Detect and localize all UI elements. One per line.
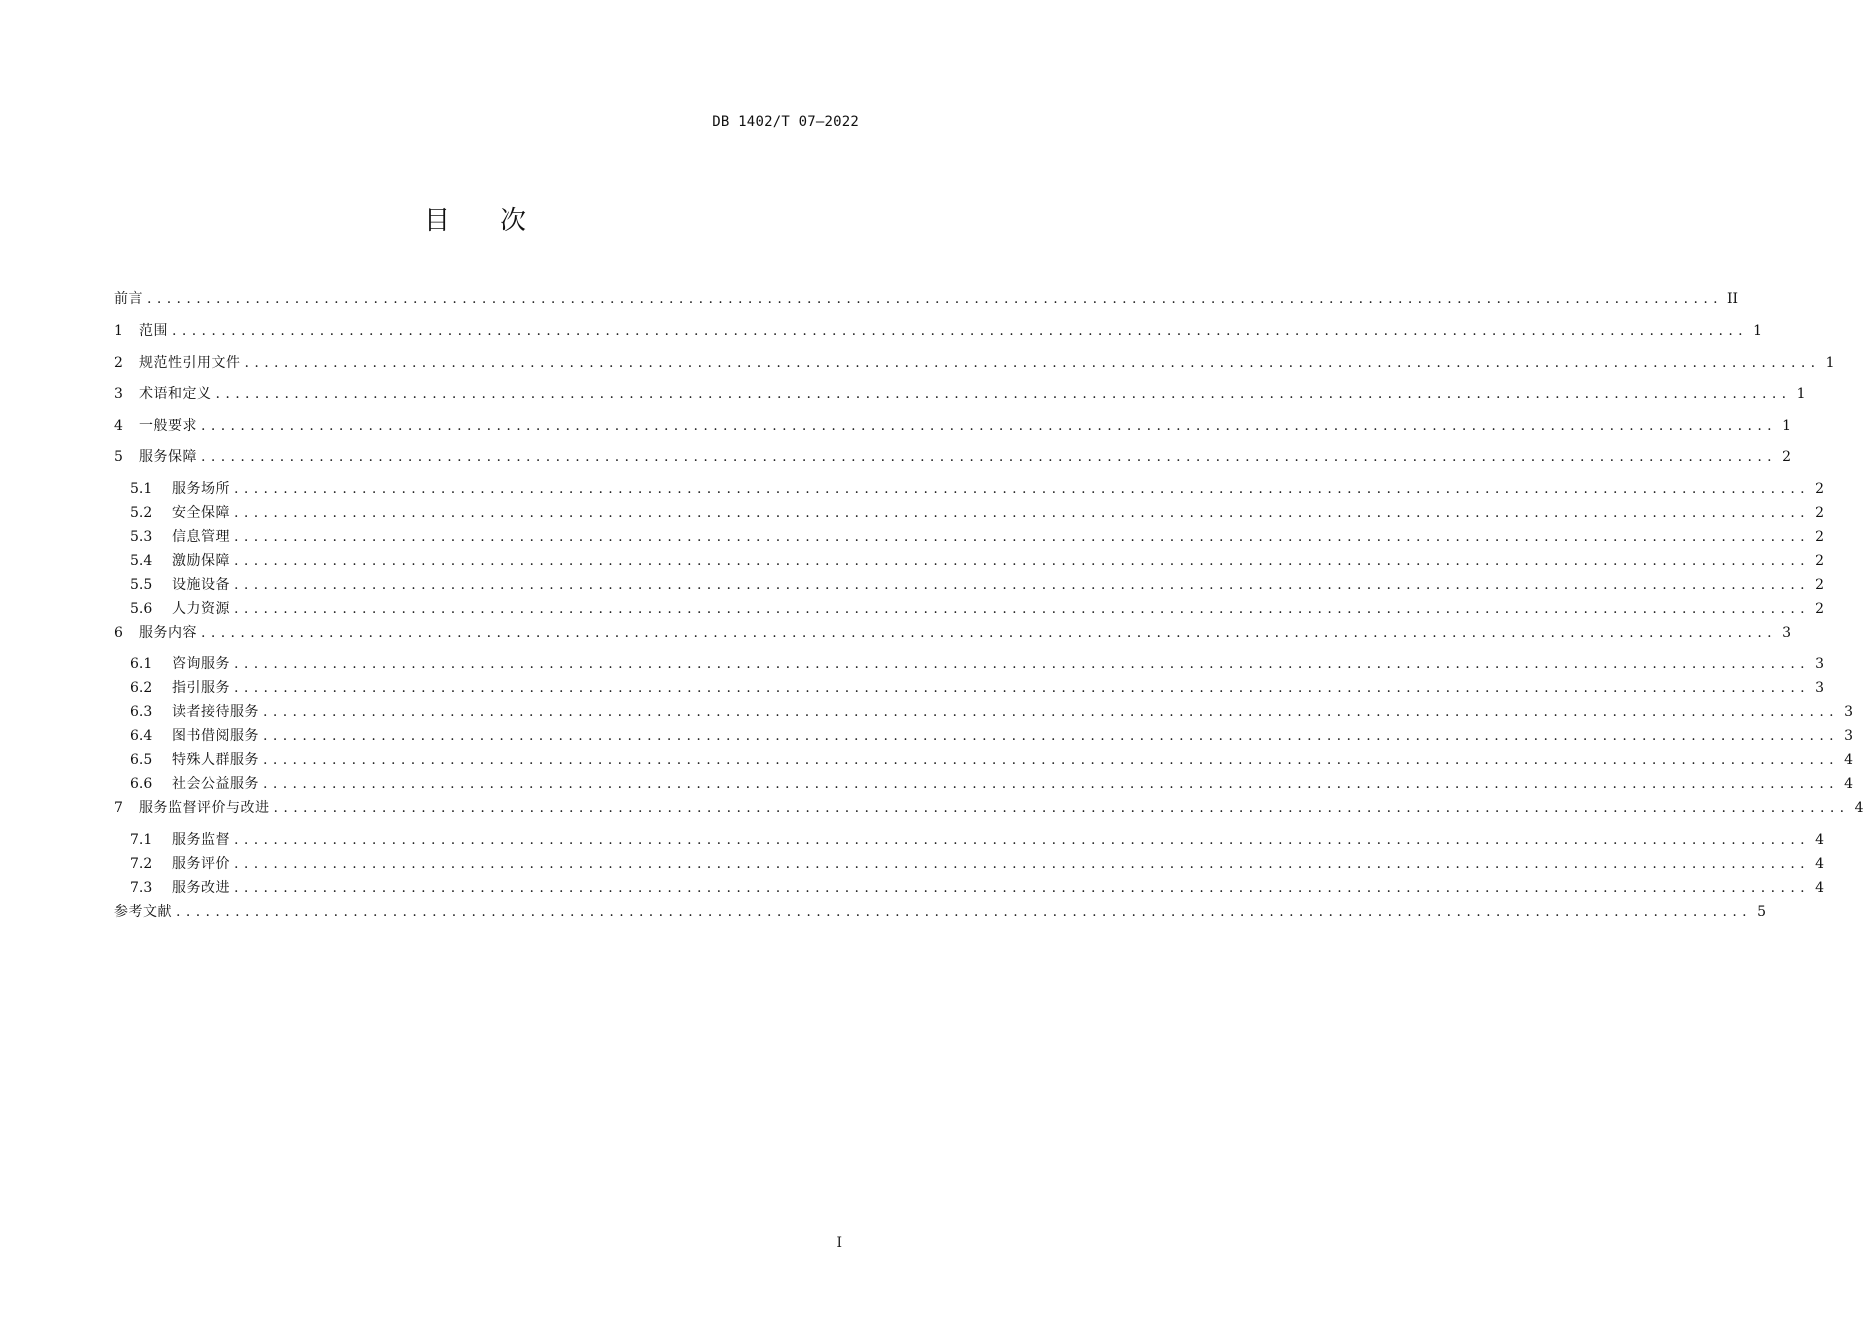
toc-entry[interactable] (114, 828, 1825, 852)
toc-entry[interactable] (114, 748, 1854, 772)
toc-entry-page: 3 (1782, 624, 1792, 641)
toc-entry-page: 4 (1815, 879, 1825, 896)
toc-dot-leader: ................................................................................................................................................................ (263, 704, 1840, 720)
toc-dot-leader: ................................................................................................................................................................ (234, 831, 1811, 848)
toc-entry[interactable] (114, 621, 1792, 653)
toc-entry-label: 指引服务 (172, 680, 230, 696)
toc-entry-page: 2 (1815, 528, 1825, 545)
toc-entry-number: 6 (114, 624, 123, 641)
toc-entry-number: 3 (114, 386, 123, 402)
toc-entry-page: 4 (1815, 855, 1825, 872)
toc-entry-number: 6.4 (130, 728, 153, 744)
toc-entry-label: 读者接待服务 (172, 704, 259, 720)
toc-entry-number: 5.2 (130, 504, 153, 521)
toc-entry-label: 服务评价 (172, 855, 230, 872)
toc-entry-label: 图书借阅服务 (172, 728, 259, 744)
toc-entry[interactable] (114, 676, 1825, 700)
toc-entry-label: 特殊人群服务 (172, 752, 259, 768)
toc-dot-leader: ................................................................................................................................................................ (263, 776, 1840, 792)
toc-entry-number: 7.2 (130, 855, 153, 872)
toc-entry[interactable] (114, 796, 1864, 828)
toc-entry-label: 激励保障 (172, 552, 230, 569)
toc-entry-page: 1 (1782, 417, 1792, 434)
toc-entry-number: 7.3 (130, 879, 153, 896)
toc-entry-number: 5.3 (130, 528, 153, 545)
toc-entry-page: 3 (1844, 704, 1854, 720)
toc-entry-page: 4 (1854, 800, 1864, 816)
toc-dot-leader: ................................................................................................................................................................ (172, 323, 1749, 339)
toc-entry[interactable] (114, 852, 1825, 876)
toc-dot-leader: ................................................................................................................................................................ (234, 879, 1811, 896)
toc-entry-label: 术语和定义 (139, 386, 212, 402)
table-of-contents (114, 287, 1864, 931)
toc-dot-leader: ................................................................................................................................................................ (234, 528, 1811, 545)
toc-entry-page: 4 (1815, 831, 1825, 848)
toc-dot-leader: ................................................................................................................................................................ (201, 417, 1778, 434)
toc-entry[interactable] (114, 445, 1792, 477)
toc-entry-label: 安全保障 (172, 504, 230, 521)
page-title (0, 200, 950, 237)
toc-entry-number: 5.5 (130, 576, 153, 593)
toc-entry[interactable] (114, 477, 1825, 501)
toc-entry-label: 范围 (139, 323, 168, 339)
toc-entry-label: 人力资源 (172, 600, 230, 617)
toc-dot-leader: ................................................................................................................................................................ (263, 728, 1840, 744)
toc-entry[interactable] (114, 573, 1825, 597)
toc-entry-label: 服务场所 (172, 480, 230, 497)
toc-entry-number: 5.4 (130, 552, 153, 569)
toc-entry-page: 1 (1753, 323, 1763, 339)
toc-dot-leader: ................................................................................................................................................................ (234, 552, 1811, 569)
toc-entry-page: 1 (1796, 386, 1806, 402)
toc-entry[interactable] (114, 724, 1854, 748)
toc-entry-label: 规范性引用文件 (139, 354, 241, 371)
toc-dot-leader: ................................................................................................................................................................ (234, 855, 1811, 872)
toc-dot-leader: ................................................................................................................................................................ (244, 354, 1821, 371)
toc-entry-label: 前言 (114, 291, 143, 307)
toc-entry-number: 5 (114, 449, 123, 465)
toc-entry-label: 服务保障 (139, 449, 197, 465)
toc-dot-leader: ................................................................................................................................................................ (234, 576, 1811, 593)
toc-entry-page: 5 (1757, 903, 1767, 920)
toc-dot-leader: ................................................................................................................................................................ (234, 656, 1811, 672)
toc-entry[interactable] (114, 549, 1825, 573)
toc-entry[interactable] (114, 652, 1825, 676)
toc-entry-number: 6.6 (130, 776, 153, 792)
toc-entry[interactable] (114, 351, 1835, 383)
toc-entry-number: 5.6 (130, 600, 153, 617)
title-part-1: 目 (423, 206, 450, 236)
toc-entry[interactable] (114, 876, 1825, 900)
toc-entry-page: 4 (1844, 776, 1854, 792)
toc-entry-page: II (1727, 291, 1739, 307)
toc-entry-label: 服务内容 (139, 624, 197, 641)
toc-dot-leader: ................................................................................................................................................................ (176, 903, 1753, 920)
toc-entry-label: 服务监督 (172, 831, 230, 848)
toc-entry-label: 服务监督评价与改进 (139, 800, 270, 816)
toc-dot-leader: ................................................................................................................................................................ (234, 504, 1811, 521)
toc-entry-number: 5.1 (130, 480, 153, 497)
toc-entry-page: 2 (1815, 480, 1825, 497)
toc-entry-number: 4 (114, 417, 123, 434)
toc-entry-label: 设施设备 (172, 576, 230, 593)
toc-entry-label: 参考文献 (114, 903, 172, 920)
toc-entry-number: 1 (114, 323, 123, 339)
toc-entry-number: 6.3 (130, 704, 153, 720)
toc-entry-page: 1 (1825, 354, 1835, 371)
toc-entry-number: 6.5 (130, 752, 153, 768)
toc-entry-label: 咨询服务 (172, 656, 230, 672)
title-part-2: 次 (500, 206, 527, 236)
toc-entry-number: 7 (114, 800, 123, 816)
toc-entry-number: 2 (114, 354, 123, 371)
toc-entry-label: 社会公益服务 (172, 776, 259, 792)
toc-dot-leader: ................................................................................................................................................................ (201, 449, 1778, 465)
toc-entry-page: 2 (1815, 576, 1825, 593)
toc-dot-leader: ................................................................................................................................................................ (234, 680, 1811, 696)
toc-entry-label: 一般要求 (139, 417, 197, 434)
document-code: DB 1402/T 07—2022 (712, 114, 859, 130)
toc-entry-page: 3 (1844, 728, 1854, 744)
toc-entry[interactable] (114, 772, 1854, 796)
toc-dot-leader: ................................................................................................................................................................ (234, 480, 1811, 497)
toc-entry-label: 服务改进 (172, 879, 230, 896)
page-number: I (836, 1235, 842, 1251)
toc-entry-label: 信息管理 (172, 528, 230, 545)
toc-entry-page: 2 (1815, 504, 1825, 521)
toc-entry-number: 7.1 (130, 831, 153, 848)
toc-dot-leader: ................................................................................................................................................................ (273, 800, 1850, 816)
toc-entry[interactable] (114, 501, 1825, 525)
toc-entry-page: 2 (1782, 449, 1792, 465)
toc-entry-number: 6.2 (130, 680, 153, 696)
toc-entry[interactable] (114, 700, 1854, 724)
toc-entry-page: 2 (1815, 552, 1825, 569)
toc-dot-leader: ................................................................................................................................................................ (147, 291, 1724, 307)
toc-entry[interactable] (114, 597, 1825, 621)
toc-entry[interactable] (114, 319, 1763, 351)
toc-entry[interactable] (114, 382, 1806, 414)
toc-entry-page: 3 (1815, 680, 1825, 696)
toc-dot-leader: ................................................................................................................................................................ (215, 386, 1792, 402)
toc-dot-leader: ................................................................................................................................................................ (234, 600, 1811, 617)
toc-entry[interactable] (114, 414, 1792, 446)
toc-entry-page: 4 (1844, 752, 1854, 768)
toc-entry[interactable] (114, 900, 1767, 932)
toc-entry[interactable] (114, 525, 1825, 549)
toc-entry-page: 3 (1815, 656, 1825, 672)
toc-entry[interactable] (114, 287, 1739, 319)
toc-dot-leader: ................................................................................................................................................................ (201, 624, 1778, 641)
toc-entry-page: 2 (1815, 600, 1825, 617)
toc-dot-leader: ................................................................................................................................................................ (263, 752, 1840, 768)
toc-entry-number: 6.1 (130, 656, 153, 672)
